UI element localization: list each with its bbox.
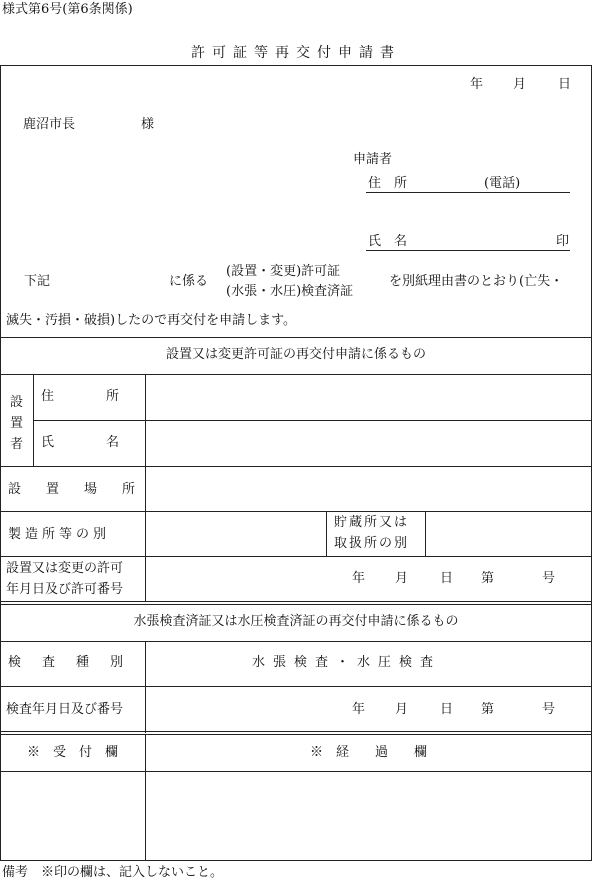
storage-col-left <box>326 511 327 556</box>
permit-date-label-1: 設置又は変更の許可 <box>6 561 124 576</box>
outer-bottom-border <box>0 860 592 861</box>
permit-date-label-2: 年月日及び許可番号 <box>6 582 124 597</box>
inspection-type-line <box>0 686 592 687</box>
outer-left-border <box>0 65 1 860</box>
label-col-divider <box>145 374 146 602</box>
note: 備考 ※印の欄は、記入しないこと。 <box>2 865 224 880</box>
page-title: 許可証等再交付申請書 <box>191 45 401 61</box>
date-month: 月 <box>513 77 527 92</box>
inspection-date-dai: 第 <box>481 702 495 717</box>
applicant-name-underline <box>366 250 570 251</box>
statement-part3: を別紙理由書のとおり(亡失・ <box>389 274 564 289</box>
install-location-line <box>0 511 592 512</box>
installer-mid-line <box>33 420 592 421</box>
addressee-honorific: 様 <box>141 117 155 132</box>
installer-name-label: 氏 名 <box>41 435 120 450</box>
install-location-label: 設 置 場 所 <box>8 482 142 497</box>
permit-date-year: 年 <box>352 571 366 586</box>
inspection-date-year: 年 <box>352 702 366 717</box>
inspection-date-go: 号 <box>542 702 556 717</box>
statement-part4: 滅失・汚損・破損)したので再交付を申請します。 <box>6 313 297 328</box>
section2-heading-line <box>0 641 592 642</box>
applicant-name-label: 氏 名 <box>368 234 408 249</box>
inspection-date-day: 日 <box>440 702 454 717</box>
installer-address-label: 住 所 <box>41 389 120 404</box>
statement-option2: (水張・水圧)検査済証 <box>226 284 354 299</box>
permit-date-day: 日 <box>440 571 454 586</box>
statement-option1: (設置・変更)許可証 <box>226 264 341 279</box>
reception-separator-b <box>0 734 592 735</box>
section2-heading: 水張検査済証又は水圧検査済証の再交付申請に係るもの <box>133 614 459 629</box>
permit-date-month: 月 <box>395 571 409 586</box>
section1-top-line <box>0 337 592 338</box>
inspection-date-label: 検査年月日及び番号 <box>6 702 124 717</box>
installer-label: 設置者 <box>10 395 24 452</box>
outer-top-border <box>0 65 592 66</box>
inspection-date-month: 月 <box>395 702 409 717</box>
facility-type-line <box>0 556 592 557</box>
inspection-type-label: 検 査 種 別 <box>8 655 128 670</box>
statement-part2: に係る <box>169 274 209 289</box>
section1-heading: 設置又は変更許可証の再交付申請に係るもの <box>165 347 426 362</box>
storage-col-right <box>425 511 426 556</box>
section2-separator-b <box>0 604 592 605</box>
progress-label: ※ 経 過 欄 <box>309 745 427 760</box>
statement-part1: 下記 <box>24 274 51 289</box>
addressee-name: 鹿沼市長 <box>23 117 76 132</box>
storage-label-1: 貯蔵所又は <box>334 515 410 530</box>
section1-heading-line <box>0 374 592 375</box>
form-number: 様式第6号(第6条関係) <box>2 2 133 17</box>
date-day: 日 <box>558 77 572 92</box>
permit-date-dai: 第 <box>481 571 495 586</box>
date-year: 年 <box>470 77 484 92</box>
section2-separator-a <box>0 601 592 602</box>
permit-date-go: 号 <box>542 571 556 586</box>
reception-heading-line <box>0 771 592 772</box>
applicant-phone-label: (電話) <box>484 176 521 191</box>
applicant-seal-label: 印 <box>556 234 570 249</box>
reception-separator-a <box>0 731 592 732</box>
storage-label-2: 取扱所の別 <box>334 536 410 551</box>
facility-type-label: 製造所等の別 <box>8 527 111 542</box>
reception-label: ※ 受 付 欄 <box>26 745 118 760</box>
applicant-heading: 申請者 <box>353 152 393 167</box>
inspection-type-value: 水張検査・水圧検査 <box>252 655 442 670</box>
applicant-address-underline <box>366 192 570 193</box>
installer-bottom-line <box>0 466 592 467</box>
applicant-address-label: 住 所 <box>368 176 408 191</box>
section2-label-divider <box>145 641 146 733</box>
